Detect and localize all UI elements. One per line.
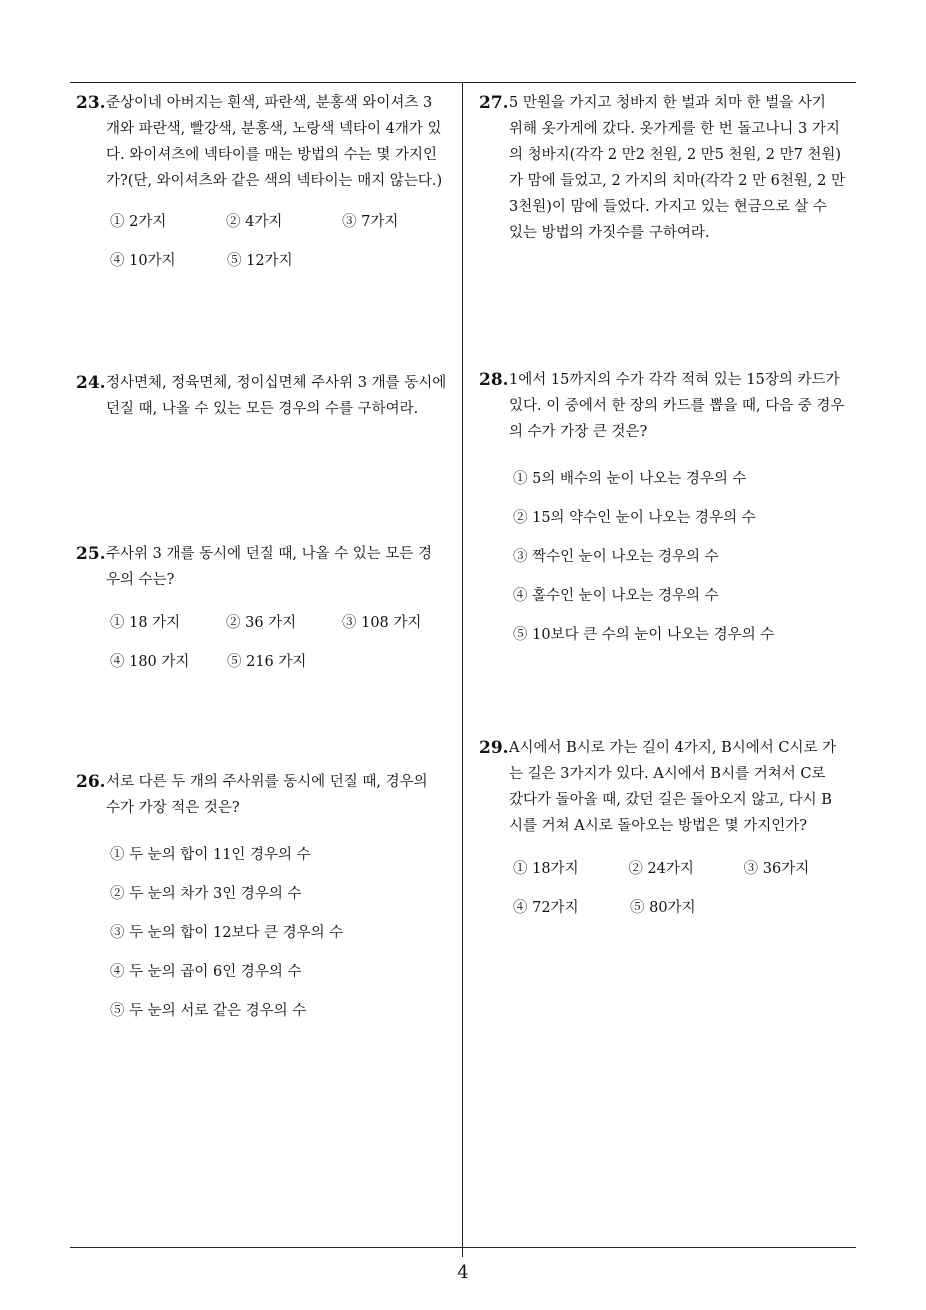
choice-3[interactable]: ③ 7가지 <box>342 214 399 230</box>
choice-3[interactable]: ③ 36가지 <box>743 861 810 877</box>
question-28 <box>479 367 859 662</box>
question-text <box>106 90 458 194</box>
choice-5[interactable]: ⑤ 216 가지 <box>227 654 307 670</box>
question-text-line: 의 청바지(각각 2 만2 천원, 2 만5 천원, 2 만7 천원) <box>509 147 842 163</box>
choice-5[interactable]: ⑤ 10보다 큰 수의 눈이 나오는 경우의 수 <box>513 627 775 643</box>
answer-choices <box>513 857 859 935</box>
question-number: 27. <box>479 93 509 113</box>
question-23 <box>76 90 458 288</box>
question-text-line: 갔다가 돌아올 때, 갔던 길은 돌아오지 않고, 다시 B <box>509 792 832 808</box>
question-text-line: 서로 다른 두 개의 주사위를 동시에 던질 때, 경우의 <box>106 774 428 790</box>
question-number: 23. <box>76 93 106 113</box>
question-text-line: 1에서 15까지의 수가 각각 적혀 있는 15장의 카드가 <box>509 372 840 388</box>
choice-2[interactable]: ② 두 눈의 차가 3인 경우의 수 <box>110 886 302 902</box>
question-text <box>106 769 458 821</box>
question-text-line: 가 맘에 들었고, 2 가지의 치마(각각 2 만 6천원, 2 만 <box>509 173 845 189</box>
question-text-line: 준상이네 아버지는 흰색, 파란색, 분홍색 와이셔츠 3 <box>106 95 433 111</box>
choice-3[interactable]: ③ 두 눈의 합이 12보다 큰 경우의 수 <box>110 925 344 941</box>
choice-4[interactable]: ④ 72가지 <box>513 900 579 916</box>
question-text-line: 우의 수는? <box>106 572 175 588</box>
question-27 <box>479 90 859 246</box>
question-text-line: 의 수가 가장 큰 것은? <box>509 424 648 440</box>
choice-4[interactable]: ④ 두 눈의 곱이 6인 경우의 수 <box>110 964 302 980</box>
answer-choices <box>110 210 458 288</box>
answer-choices <box>513 467 859 662</box>
question-number: 24. <box>76 373 106 393</box>
choice-1[interactable]: ① 18 가지 <box>110 615 181 631</box>
choice-3[interactable]: ③ 108 가지 <box>342 615 422 631</box>
choice-5[interactable]: ⑤ 12가지 <box>227 253 293 269</box>
question-25 <box>76 541 458 689</box>
choice-1[interactable]: ① 18가지 <box>513 861 579 877</box>
question-text <box>509 735 859 839</box>
choice-2[interactable]: ② 15의 약수인 눈이 나오는 경우의 수 <box>513 510 756 526</box>
bottom-rule <box>70 1247 856 1248</box>
answer-choices <box>110 843 458 1038</box>
choice-5[interactable]: ⑤ 두 눈의 서로 같은 경우의 수 <box>110 1003 307 1019</box>
choice-1[interactable]: ① 5의 배수의 눈이 나오는 경우의 수 <box>513 471 747 487</box>
answer-choices <box>110 611 458 689</box>
question-text-line: 있는 방법의 가짓수를 구하여라. <box>509 225 710 241</box>
choice-1[interactable]: ① 2가지 <box>110 214 167 230</box>
question-number: 26. <box>76 772 106 792</box>
top-rule <box>70 82 856 83</box>
choice-2[interactable]: ② 4가지 <box>226 214 283 230</box>
question-text <box>509 367 859 445</box>
page-number: 4 <box>457 1262 469 1283</box>
column-divider <box>462 82 463 1257</box>
question-text-line: 다. 와이셔츠에 넥타이를 매는 방법의 수는 몇 가지인 <box>106 147 438 163</box>
question-number: 29. <box>479 738 509 758</box>
question-text <box>509 90 859 246</box>
question-text-line: 위해 옷가게에 갔다. 옷가게를 한 번 돌고나니 3 가지 <box>509 121 840 137</box>
question-text-line: 정사면체, 정육면체, 정이십면체 주사위 3 개를 동시에 <box>106 375 447 391</box>
question-text-line: 있다. 이 중에서 한 장의 카드를 뽑을 때, 다음 중 경우 <box>509 398 845 414</box>
choice-1[interactable]: ① 두 눈의 합이 11인 경우의 수 <box>110 847 311 863</box>
question-number: 25. <box>76 544 106 564</box>
question-text-line: 시를 거쳐 A시로 돌아오는 방법은 몇 가지인가? <box>509 818 808 834</box>
question-text-line: 5 만원을 가지고 청바지 한 벌과 치마 한 벌을 사기 <box>509 95 826 111</box>
question-text-line: 는 길은 3가지가 있다. A시에서 B시를 거쳐서 C로 <box>509 766 826 782</box>
question-text-line: 가?(단, 와이셔츠와 같은 색의 넥타이는 매지 않는다.) <box>106 173 443 189</box>
choice-2[interactable]: ② 36 가지 <box>226 615 297 631</box>
choice-4[interactable]: ④ 10가지 <box>110 253 176 269</box>
question-text-line: 3천원)이 맘에 들었다. 가지고 있는 현금으로 살 수 <box>509 199 827 215</box>
question-26 <box>76 769 458 1038</box>
question-text <box>106 370 458 422</box>
question-text <box>106 541 458 593</box>
choice-2[interactable]: ② 24가지 <box>628 861 694 877</box>
choice-3[interactable]: ③ 짝수인 눈이 나오는 경우의 수 <box>513 549 719 565</box>
question-text-line: 던질 때, 나올 수 있는 모든 경우의 수를 구하여라. <box>106 401 419 417</box>
question-text-line: 주사위 3 개를 동시에 던질 때, 나올 수 있는 모든 경 <box>106 546 433 562</box>
question-24 <box>76 370 458 422</box>
choice-5[interactable]: ⑤ 80가지 <box>630 900 696 916</box>
choice-4[interactable]: ④ 홀수인 눈이 나오는 경우의 수 <box>513 588 719 604</box>
question-29 <box>479 735 859 935</box>
question-text-line: 개와 파란색, 빨강색, 분홍색, 노랑색 넥타이 4개가 있 <box>106 121 442 137</box>
question-text-line: 수가 가장 적은 것은? <box>106 800 240 816</box>
choice-4[interactable]: ④ 180 가지 <box>110 654 190 670</box>
question-number: 28. <box>479 370 509 390</box>
question-text-line: A시에서 B시로 가는 길이 4가지, B시에서 C시로 가 <box>509 740 837 756</box>
